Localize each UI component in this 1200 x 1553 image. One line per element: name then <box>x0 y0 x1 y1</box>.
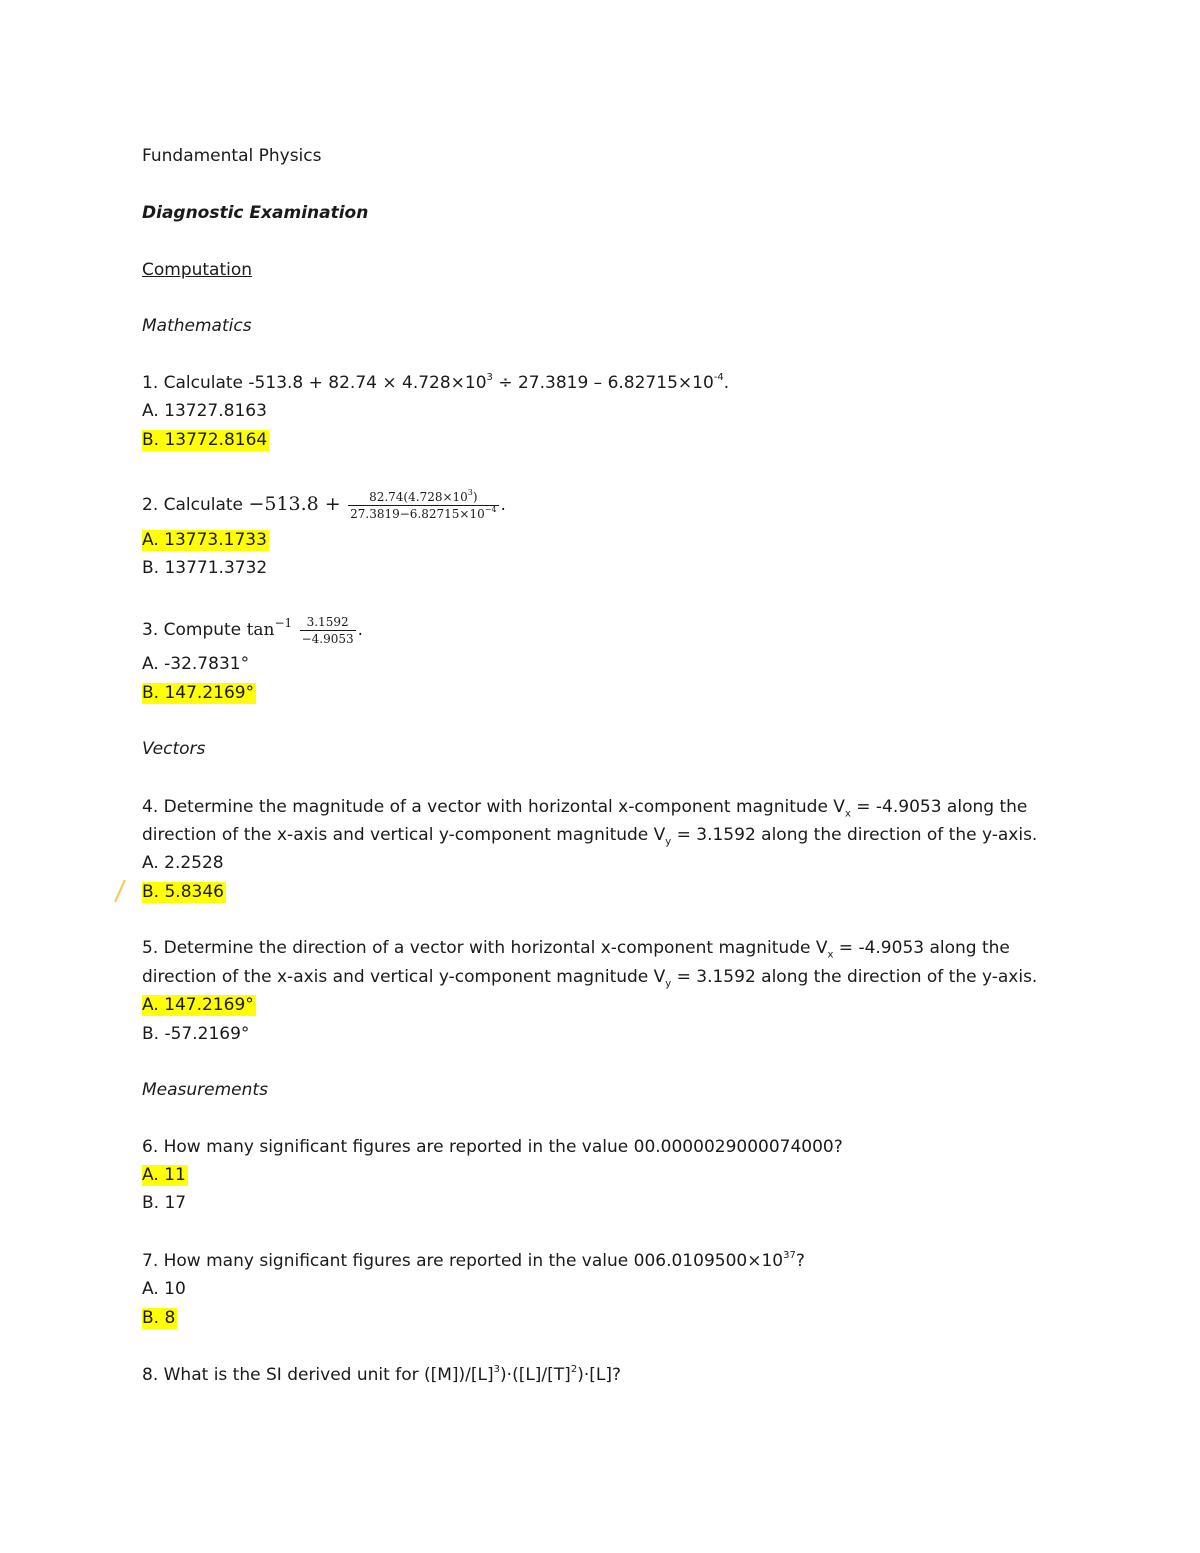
question-7-prefix: 7. How many significant figures are reported in the value 006.0109500×10 <box>142 1251 784 1271</box>
pen-mark <box>114 880 126 903</box>
question-1 <box>142 372 729 394</box>
question-4-line-2-a: direction of the x-axis and vertical y-component magnitude V <box>142 825 666 845</box>
question-1-middle: ÷ 27.3819 – 6.82715×10 <box>498 373 714 393</box>
question-5-option-b-text: B. -57.2169° <box>142 1024 250 1044</box>
question-5-line-1-sub: x <box>827 949 834 961</box>
question-2-suffix: . <box>500 495 506 515</box>
question-3-fraction <box>300 614 356 647</box>
question-2-option-b-text: B. 13771.3732 <box>142 558 268 578</box>
question-7-option-a-text: A. 10 <box>142 1279 186 1299</box>
question-5-option-a <box>142 994 256 1016</box>
question-4-line-1-b: = -4.9053 along the <box>850 797 1028 817</box>
question-8-suffix: )·[L]? <box>577 1365 621 1385</box>
subsection-mathematics: Mathematics <box>142 316 252 336</box>
question-6-option-b <box>142 1192 186 1214</box>
question-1-suffix: . <box>723 373 730 393</box>
question-6-option-a-text: A. 11 <box>142 1165 186 1185</box>
question-3-func-name: tan <box>246 620 275 640</box>
question-4-line-2 <box>142 824 1037 846</box>
question-2-option-a <box>142 529 269 551</box>
question-3-func-exp: −1 <box>274 616 293 631</box>
question-5-line-1 <box>142 937 1010 959</box>
question-2-numerator-exp: 3 <box>467 487 473 497</box>
question-5-line-2-a: direction of the x-axis and vertical y-component magnitude V <box>142 967 666 987</box>
question-4-line-1 <box>142 796 1027 818</box>
question-3-numerator: 3.1592 <box>300 614 356 631</box>
question-2-option-a-text: A. 13773.1733 <box>142 530 267 550</box>
question-1-exp2: -4 <box>713 372 724 384</box>
question-6-option-a <box>142 1164 188 1186</box>
question-6: 6. How many significant figures are reported in the value 00.0000029000074000? <box>142 1137 843 1157</box>
question-5-option-a-text: A. 147.2169° <box>142 995 254 1015</box>
question-1-option-b <box>142 429 269 451</box>
question-5-line-1-b: = -4.9053 along the <box>833 938 1010 958</box>
question-1-option-a-text: A. 13727.8163 <box>142 401 267 421</box>
question-4-option-b-text: B. 5.8346 <box>142 882 224 902</box>
question-4-line-2-b: = 3.1592 along the direction of the y-axis. <box>671 825 1038 845</box>
question-7-suffix: ? <box>795 1251 805 1271</box>
question-2-option-b <box>142 557 267 579</box>
question-2-numerator <box>348 489 498 506</box>
question-8-prefix: 8. What is the SI derived unit for ([M])/[L] <box>142 1365 494 1385</box>
question-8-exp1: 3 <box>493 1364 501 1376</box>
question-8 <box>142 1364 621 1386</box>
question-5-option-b <box>142 1023 249 1045</box>
subsection-measurements: Measurements <box>142 1080 268 1100</box>
question-1-option-a <box>142 400 267 422</box>
question-5-line-2-sub: y <box>665 978 672 990</box>
question-5-line-2-b: = 3.1592 along the direction of the y-axis. <box>671 967 1038 987</box>
question-7-option-b-text: B. 8 <box>142 1308 176 1328</box>
question-4-option-b <box>142 881 226 903</box>
question-3-suffix: . <box>357 620 364 640</box>
question-2-denominator-exp: −4 <box>484 504 497 514</box>
question-4-line-1-sub: x <box>844 808 851 820</box>
question-4-option-a-text: A. 2.2528 <box>142 853 224 873</box>
question-7-option-b <box>142 1307 177 1329</box>
question-7-exp: 37 <box>783 1250 796 1262</box>
question-7-option-a <box>142 1278 186 1300</box>
question-3-option-b <box>142 682 256 704</box>
question-2 <box>142 482 506 527</box>
course-title: Fundamental Physics <box>142 146 322 166</box>
question-2-numerator-close: ) <box>472 489 478 504</box>
question-3-option-a-text: A. -32.7831° <box>142 654 250 674</box>
question-3-func <box>246 616 293 640</box>
question-3-prefix: 3. Compute <box>142 620 242 640</box>
question-3-denominator: −4.9053 <box>301 631 354 646</box>
question-5-line-2 <box>142 966 1037 988</box>
question-4-line-1-a: 4. Determine the magnitude of a vector with horizontal x-component magnitude V <box>142 797 845 817</box>
question-2-fraction <box>348 489 498 522</box>
question-3 <box>142 608 363 652</box>
question-3-option-a <box>142 653 249 675</box>
question-2-denominator <box>348 506 498 522</box>
question-4-option-a <box>142 852 224 874</box>
subsection-vectors: Vectors <box>142 739 206 759</box>
question-8-exp2: 2 <box>570 1364 578 1376</box>
question-6-option-b-text: B. 17 <box>142 1193 187 1213</box>
question-1-prefix: 1. Calculate -513.8 + 82.74 × 4.728×10 <box>142 373 487 393</box>
question-7 <box>142 1250 805 1272</box>
exam-title: Diagnostic Examination <box>142 203 369 223</box>
question-5-line-1-a: 5. Determine the direction of a vector with horizontal x-component magnitude V <box>142 938 828 958</box>
question-2-prefix: 2. Calculate <box>142 495 244 515</box>
question-3-option-b-text: B. 147.2169° <box>142 683 255 703</box>
question-1-exp1: 3 <box>486 372 493 384</box>
question-8-mid: )·([L]/[T] <box>500 1365 571 1385</box>
section-heading: Computation <box>142 260 253 280</box>
question-4-line-2-sub: y <box>665 836 672 848</box>
question-2-numerator-base: 82.74(4.728×10 <box>369 489 468 504</box>
question-2-lead: −513.8 + <box>248 493 341 515</box>
question-1-option-b-text: B. 13772.8164 <box>142 430 268 450</box>
question-2-denominator-base: 27.3819−6.82715×10 <box>350 506 485 521</box>
